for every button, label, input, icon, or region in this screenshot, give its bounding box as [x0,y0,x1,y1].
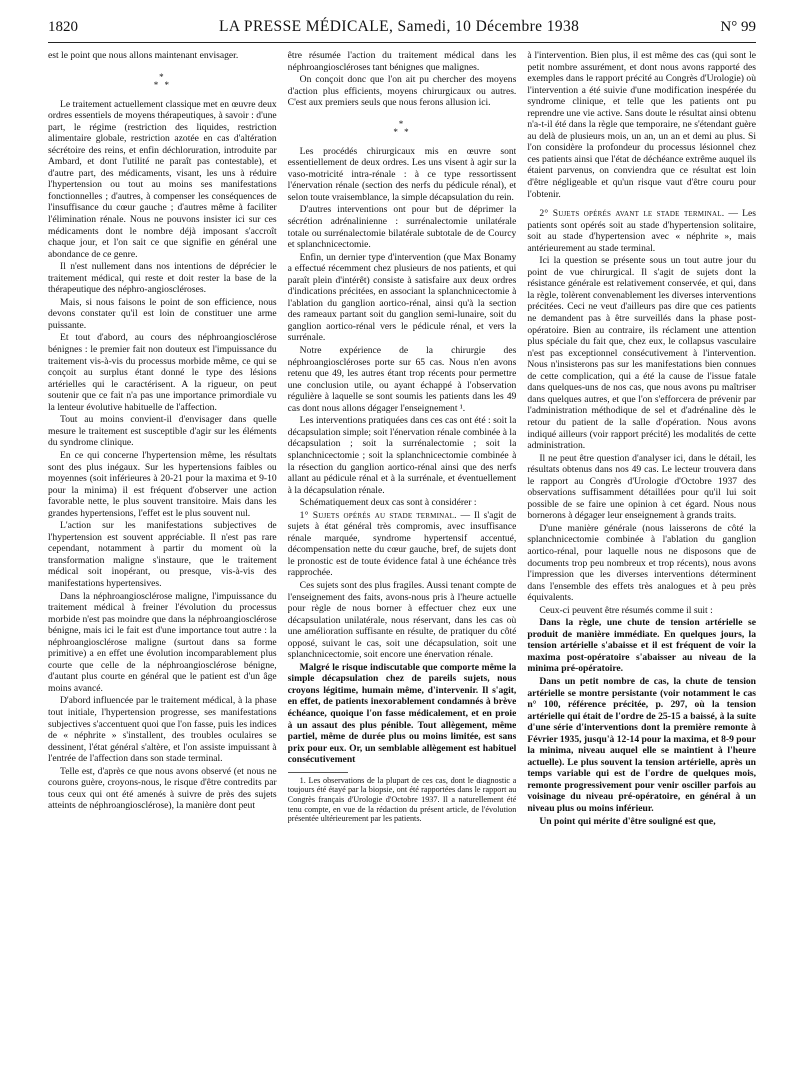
footnote: 1. Les observations de la plupart de ces cas, dont le diagnostic a toujours été étayé par la biopsie, ont été rapportées dans le rapport au Congrès français d'Urologie d'Octobre 1937. Il a naturellement été tenu compte, en vue de la rédaction du présent article, de l'évolution présentée ultérieurement par les patients. [287,775,517,824]
paragraph: D'une manière générale (nous laisserons de côté la splanchnicectomie combinée à l'ablation du ganglion aortico-rénal, pour laquelle nous ne disposons que de documents trop peu nombreux et trop récents), nous avons l'impression que les diverses interventions déterminent dans l'ensemble des effets très analogues et à peu près équivalents. [527,522,757,604]
subsection-paragraph [288,510,517,579]
paragraph: Le traitement actuellement classique met en œuvre deux ordres essentiels de moyens thérapeutiques, à savoir : d'une part, le régime (restriction des liquides, restriction alimentaire globale, restriction azotée en cas d'altération sécrétoire des reins, et enfin déchloruration, introduite par Ambard, et dont l'utilité ne paraît pas contestable), et d'autre part, des médicaments, visant, les uns à réduire l'hypertension ou tout au moins ses manifestations fonctionnelles ; d'autres, à compenser les conséquences de l'insuffisance du cœur gauche ; d'autres même à faciliter l'élimination rénale. Nous ne pouvons insister ici sur ces médicaments dont le nombre déjà imposant s'accroît chaque jour, et l'on sait ce que signifie en général une abondance de ce genre. [48,98,277,260]
paragraph: est le point que nous allons maintenant envisager. [48,50,239,61]
subsection-paragraph [527,208,756,254]
column-1 [48,50,277,1072]
paragraph: à l'intervention. Bien plus, il est même des cas (qui sont le petit nombre assurément, et dont nous avons rapporté des exemples dans le rapport précité au Congrès d'Urologie) où l'intervention a été suivie d'une modification inespérée du syndrome clinique, et telle que les patients ont pu reprendre une vie active. Sans doute le résultat ainsi obtenu n'a-t-il été dans la règle que temporaire, ne s'étendant guère au delà de plusieurs mois, un an, un an et demi au plus. Si l'on considère la profondeur du processus lésionnel chez ces patients ainsi que l'état de déchéance extrême auquel ils étaient parvenus, on conviendra que ce résultat est loin d'être négligeable et qu'un risque vaut d'être couru pour l'obtenir. [527,50,757,200]
column-3 [527,50,756,1072]
paragraph: Ici la question se présente sous un tout autre jour du point de vue chirurgical. Il s'agit de sujets dont la résistance générale est relativement conservée, et qui, dans la règle, tolèrent convenablement les diverses interventions précitées. Ceci ne veut d'ailleurs pas dire que ces patients ne demandent pas à être surveillés dans la phase post-opératoire. Bien au contraire, ils réclament une attention plus spéciale du fait que, chez eux, le collapsus vasculaire n'est pas exceptionnel consécutivement à l'intervention. Nous n'insisterons pas sur les manifestations bien connues de cette complication, qui a été la cause de l'issue fatale dans quelques-uns de nos cas, que nous avons pu maîtriser dans quelques autres, et que l'on s'efforcera de prévenir par l'administration méthodique de sel et d'adrénaline dès le retour du patient de la salle d'opération. Nous avons indiqué ailleurs (voir rapport précité) les modalités de cette administration. [527,255,757,452]
subsection-heading: 1° Sujets opérés au stade terminal. [299,509,457,521]
separator-star: * [398,118,406,129]
paragraph: être résumée l'action du traitement médical dans les néphroangioscléroses tant bénignes que malignes. [287,50,517,73]
paragraph: Et tout d'abord, au cours des néphroangiosclérose bénignes : le premier fait non douteux est l'impuissance du traitement vis-à-vis du processus morbide même, ce qui se conçoit au surplus étant donné le type des lésions artérielles qui le caractérisent. A la rigueur, on peut soutenir que ce fait n'a pas une importance primordiale vu la lenteur évolutive habituelle de l'affection. [48,332,277,413]
paragraph-text: — Il s'agit de sujets à état général très compromis, avec insuffisance rénale marquée, syndrome hypertensif accentué, décompensation nette du cœur gauche, bref, de sujets dont le pronostic est de toute évidence fatal à une échéance très rapprochée. [287,509,517,579]
paragraph: Ces sujets sont des plus fragiles. Aussi tenant compte de l'enseignement des faits, avons-nous pris à l'heure actuelle pour règle de nous borner à effectuer chez eux une décapsulation unilatérale, nous réservant, dans les cas où une amélioration suffisante en résulte, de pratiquer du côté opposé, suivant le cas, soit une décapsulation, soit une splanchnicectomie, soit encore une énervation rénale. [287,579,517,661]
paragraph-text: — Les patients sont opérés soit au stade d'hypertension solitaire, soit au stade d'hypertension avec « néphrite », mais antérieurement au stade terminal. [527,208,757,254]
paragraph: Mais, si nous faisons le point de son efficience, nous devons constater qu'il est loin de constituer une arme puissante. [48,296,277,331]
article-columns [48,50,756,1072]
header-rule [48,42,756,43]
paragraph: Telle est, d'après ce que nous avons observé (et nous ne courons guère, croyons-nous, le risque d'être contredits par tous ceux qui ont été amenés à suivre de près des sujets atteints de néphroangiosclérose), la manière dont peut [48,765,277,812]
paragraph: Il n'est nullement dans nos intentions de déprécier le traitement médical, qui reste et doit rester la base de la thérapeutique des néphro-angioscléroses. [48,261,277,296]
subsection-heading: 2° Sujets opérés avant le stade terminal. [539,208,725,220]
masthead: LA PRESSE MÉDICALE, Samedi, 10 Décembre 1938 [219,18,580,35]
paragraph: Les procédés chirurgicaux mis en œuvre sont essentiellement de deux ordres. Les uns visent à agir sur la vaso-motricité intra-rénale : à ce type ressortissent l'énervation rénale (section des nerfs du pédicule rénal), et selon toute vraisemblance, la simple décapsulation du rein. [287,145,517,203]
paragraph-bold: Un point qui mérite d'être souligné est que, [539,815,716,827]
paragraph: En ce qui concerne l'hypertension même, les résultats sont des plus inégaux. Sur les hypertensions faibles ou moyennes (soit inférieures à 20-21 pour la maxima et 9-10 pour la minima) il est fréquent d'observer une action favorable nette, le plus souvent transitoire. Mais dans les grandes hypertensions, l'effet est le plus souvent nul. [48,449,277,519]
column-2 [288,50,517,1072]
section-separator [288,120,517,136]
section-separator [48,73,277,89]
page-number: 1820 [48,19,78,35]
separator-stars: * * [393,126,411,137]
paragraph: Les interventions pratiquées dans ces cas ont été : soit la décapsulation simple; soit l'énervation rénale combinée à la décapsulation ; soit la surrénalectomie ; soit la splanchnicectomie ; soit la splanchnicectomie combinée à la résection du ganglion aortico-rénal ainsi que des nerfs allant au pédicule rénal et à la surrénale, et éventuellement à la décapsulation rénale. [287,415,517,496]
separator-star: * [159,71,166,82]
paragraph: D'abord influencée par le traitement médical, à la phase tout initiale, l'hypertension progresse, ses manifestations subjectives s'accentuent quoi que l'on fasse, puis les indices de « néphrite » s'installent, des troubles oculaires se dessinent, l'état général s'altère, et l'on assiste impuissant à l'entrée de l'affection dans son stade terminal. [48,695,277,765]
paragraph: Enfin, un dernier type d'intervention (que Max Bonamy a effectué récemment chez plusieurs de nos patients, et qui paraît plein d'intérêt) consiste à satisfaire aux deux ordres d'indications précitées, en associant la splanchnicectomie à l'ablation du ganglion aortico-rénal, ainsi qu'à la section des rameaux partant soit du ganglion semi-lunaire, soit du ganglion aortico-rénal vers le pédicule rénal, et vers la surrénale. [287,251,517,344]
footnote-rule [288,772,348,773]
paragraph: On conçoit donc que l'on ait pu chercher des moyens d'action plus efficients, moyens chirurgicaux ou autres. C'est aux premiers seuls que nous ferons allusion ici. [287,74,517,109]
paragraph: Ceux-ci peuvent être résumés comme il suit : [539,604,713,616]
paragraph: Il ne peut être question d'analyser ici, dans le détail, les résultats obtenus dans nos 49 cas. Le lecteur trouvera dans le rapport au Congrès d'Urologie d'Octobre 1937 des observations suffisamment détaillées pour qu'il lui soit possible de se faire une opinion à cet égard. Nous nous bornerons à dégager leur enseignement à grands traits. [527,452,757,522]
paragraph-bold: Dans la règle, une chute de tension artérielle se produit de manière immédiate. En quelques jours, la tension artérielle s'abaisse et il est fréquent de voir la maxima post-opératoire s'abaisser au niveau de la minima pré-opératoire. [527,617,757,675]
paragraph-bold: Dans un petit nombre de cas, la chute de tension artérielle se montre persistante (voir notamment le cas n° 100, référence précitée, p. 297, où la tension artérielle qui était de l'ordre de 25-15 a baissé, à la suite d'une série d'interventions dont la première remonte à Février 1935, jusqu'à 12-14 pour la maxima, et 8-9 pour la minima, niveau auquel elle se maintient à l'heure actuelle). Le plus souvent la tension artérielle, après un temps variable qui est de l'ordre de quelques mois, remonte progressivement pour venir osciller parfois au voisinage du niveau pré-opératoire, en général à un niveau plus ou moins inférieur. [527,675,757,814]
paragraph-bold: Malgré le risque indiscutable que comporte même la simple décapsulation chez de pareils sujets, nous croyons légitime, humain même, d'intervenir. Il s'agit, en effet, de patients inexorablement condamnés à brève échéance, quoique l'on fasse médicalement, et en proie à un assaut des plus pénible. Tout allègement, même partiel, même de durée plus ou moins limitée, est sans prix pour eux. Or, un semblable allègement est habituel consécutivement [287,661,517,766]
issue-number: N° 99 [720,19,756,35]
paragraph: Notre expérience de la chirurgie des néphroangioscléroses porte sur 65 cas. Nous n'en avons retenu que 49, les autres étant trop récents pour permettre une conclusion utile, ou ayant échappé à l'observation régulière à laquelle se sont soumis les patients dans les 49 cas dont nous allons dégager l'enseignement ¹. [287,345,517,414]
paragraph: Schématiquement deux cas sont à considérer : [299,497,477,509]
separator-stars: * * [153,79,171,90]
paragraph: Dans la néphroangiosclérose maligne, l'impuissance du traitement médical à freiner l'évolution du processus morbide n'est pas moindre que dans la néphroangiosclérose bénigne, mais ici le fait est d'une importance tout autre : la néphroangiosclérose maligne (surtout dans sa forme primitive) a en effet une évolution incomparablement plus courte que celle de la néphroangiosclérose bénigne, d'autant plus courte en général que le patient est d'un âge moins avancé. [48,590,277,694]
paragraph: Tout au moins convient-il d'envisager dans quelle mesure le traitement est susceptible d'agir sur les éléments du syndrome clinique. [48,414,277,449]
page-header [48,18,756,40]
paragraph: D'autres interventions ont pour but de déprimer la sécrétion adrénalinienne : surrénalectomie unilatérale totale ou surrénalectomie bilatérale subtotale de de Courcy et splanchnicectomie. [287,204,517,251]
paragraph: L'action sur les manifestations subjectives de l'hypertension est souvent appréciable. Il n'est pas rare cependant, notamment à partir du moment où la transformation maligne s'instaure, que le traitement médical soit inopérant, ou presque, vis-à-vis des manifestations hypertensives. [48,520,277,589]
